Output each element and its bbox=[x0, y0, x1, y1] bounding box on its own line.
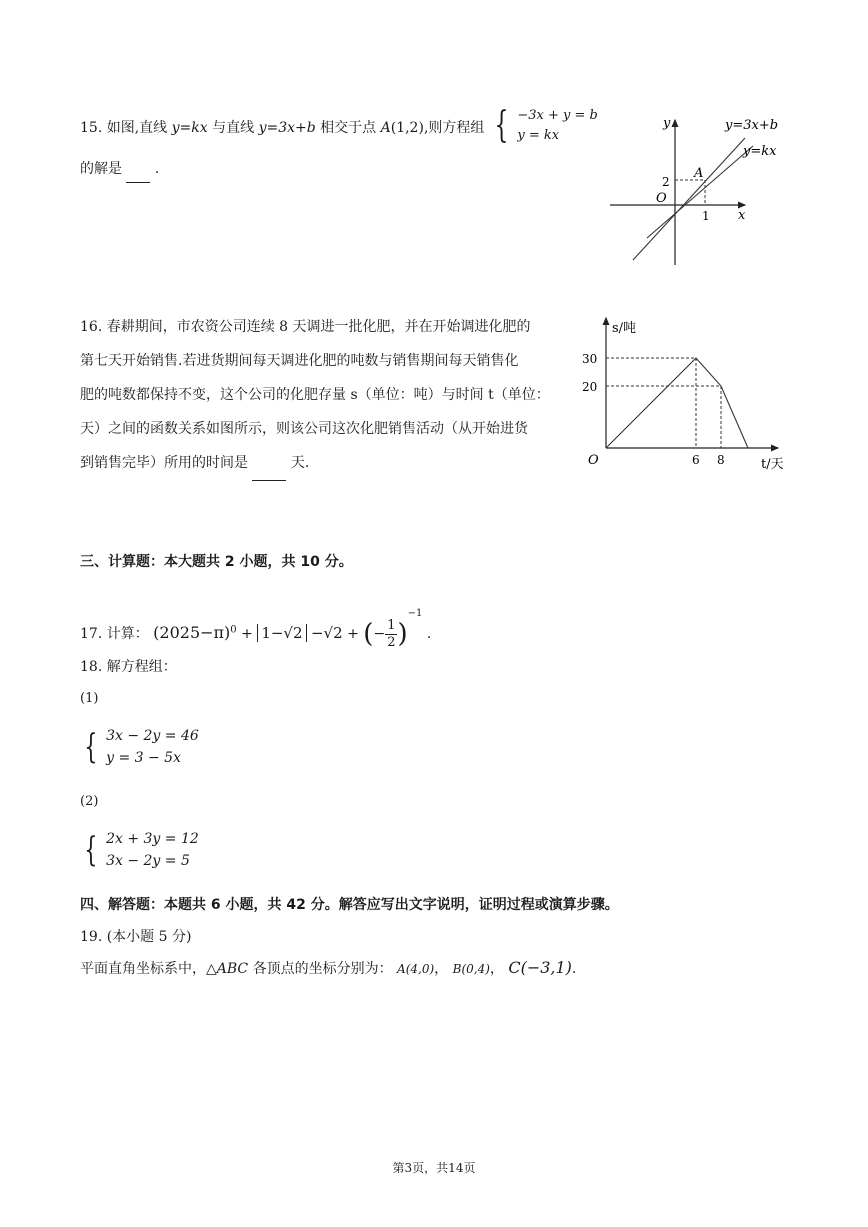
q18-part1-eq2: y = 3 − 5x bbox=[106, 750, 181, 766]
stock-line bbox=[606, 358, 748, 448]
tick-20: 20 bbox=[582, 380, 598, 394]
q19-point-b: B(0,4) bbox=[452, 962, 490, 976]
q17-absolute-value: 1−√2 bbox=[257, 624, 306, 642]
q18-part1-label: (1) bbox=[80, 691, 99, 706]
q18-part2-system: { 2x + 3y = 12 3x − 2y = 5 bbox=[84, 830, 199, 870]
q16-line-3: 肥的吨数都保持不变，这个公司的化肥存量 s（单位：吨）与时间 t（单位： bbox=[80, 387, 550, 403]
label-y: y bbox=[663, 116, 671, 131]
q19-triangle: △ABC bbox=[206, 961, 249, 977]
label-origin: O bbox=[588, 453, 599, 468]
tick-2: 2 bbox=[662, 175, 670, 189]
brace-symbol: { bbox=[494, 105, 509, 146]
q19-title: 19. (本小题 5 分) bbox=[80, 929, 192, 945]
label-x: x bbox=[738, 208, 746, 223]
label-t: t/天 bbox=[761, 457, 784, 472]
q19-point-c: C(−3,1) bbox=[508, 958, 572, 977]
q18-part2-label: (2) bbox=[80, 794, 99, 809]
q16-line-5: 到销售完毕）所用的时间是 天. bbox=[80, 446, 550, 481]
tick-6: 6 bbox=[692, 453, 700, 467]
q16-text bbox=[80, 310, 550, 481]
answer-blank bbox=[126, 156, 150, 183]
label-line-kx: y=kx bbox=[743, 144, 777, 159]
q18-part2-eq2: 3x − 2y = 5 bbox=[106, 853, 190, 869]
q15-graph bbox=[605, 110, 795, 270]
q19-text: 平面直角坐标系中，△ABC 各顶点的坐标分别为： A(4,0)， B(0,4)， C(−3,1). bbox=[80, 958, 577, 977]
q16-line-4: 天）之间的函数关系如图所示，则该公司这次化肥销售活动（从开始进货 bbox=[80, 421, 528, 437]
q18-part2-eq1: 2x + 3y = 12 bbox=[106, 831, 199, 847]
q16-graph bbox=[578, 312, 793, 477]
q15-equation-system bbox=[490, 106, 598, 146]
q15-system-eq2: y = kx bbox=[517, 128, 560, 143]
q18-part1-system: { 3x − 2y = 46 y = 3 − 5x bbox=[84, 727, 199, 767]
tick-8: 8 bbox=[717, 453, 725, 467]
line-y-3x-b bbox=[633, 138, 745, 260]
tick-1: 1 bbox=[702, 209, 710, 223]
section-4-heading: 四、解答题：本题共 6 小题，共 42 分。解答应写出文字说明，证明过程或演算步骤。 bbox=[80, 897, 619, 913]
tick-30: 30 bbox=[582, 352, 598, 366]
label-line-3x-b: y=3x+b bbox=[725, 118, 779, 133]
section-3-heading: 三、计算题：本大题共 2 小题，共 10 分。 bbox=[80, 554, 353, 570]
q17-line: 17. 计算： $(2025-\pi)^0 + 1-√2 -√2$ + (− $\frac{1}{2}$ )$^{-1}$ . bbox=[80, 608, 432, 650]
page-footer: 第3页，共14页 bbox=[392, 1161, 476, 1175]
q16-line-2: 第七天开始销售.若进货期间每天调进化肥的吨数与销售期间每天销售化 bbox=[80, 353, 519, 369]
q17-fraction: $\frac{1}{2}$ bbox=[387, 617, 396, 650]
q18-title: 18. 解方程组： bbox=[80, 659, 177, 675]
label-origin: O bbox=[656, 191, 667, 206]
q15-system-eq1: −3x + y = b bbox=[517, 108, 598, 123]
label-s: s/吨 bbox=[612, 321, 637, 336]
q15-line2: 的解是 . bbox=[80, 156, 159, 183]
q15-line1: 15. 如图,直线 y=kx 与直线 y=3x+b 相交于点 A(1,2),则方程组 bbox=[80, 120, 485, 136]
label-point-a: A bbox=[694, 166, 704, 181]
answer-blank bbox=[252, 446, 286, 481]
q16-line-1: 16. 春耕期间，市农资公司连续 8 天调进一批化肥，并在开始调进化肥的 bbox=[80, 319, 531, 335]
q18-part1-eq1: 3x − 2y = 46 bbox=[106, 728, 199, 744]
q19-point-a: A(4,0) bbox=[397, 962, 435, 976]
q17-base: (2025−π) bbox=[153, 623, 231, 642]
